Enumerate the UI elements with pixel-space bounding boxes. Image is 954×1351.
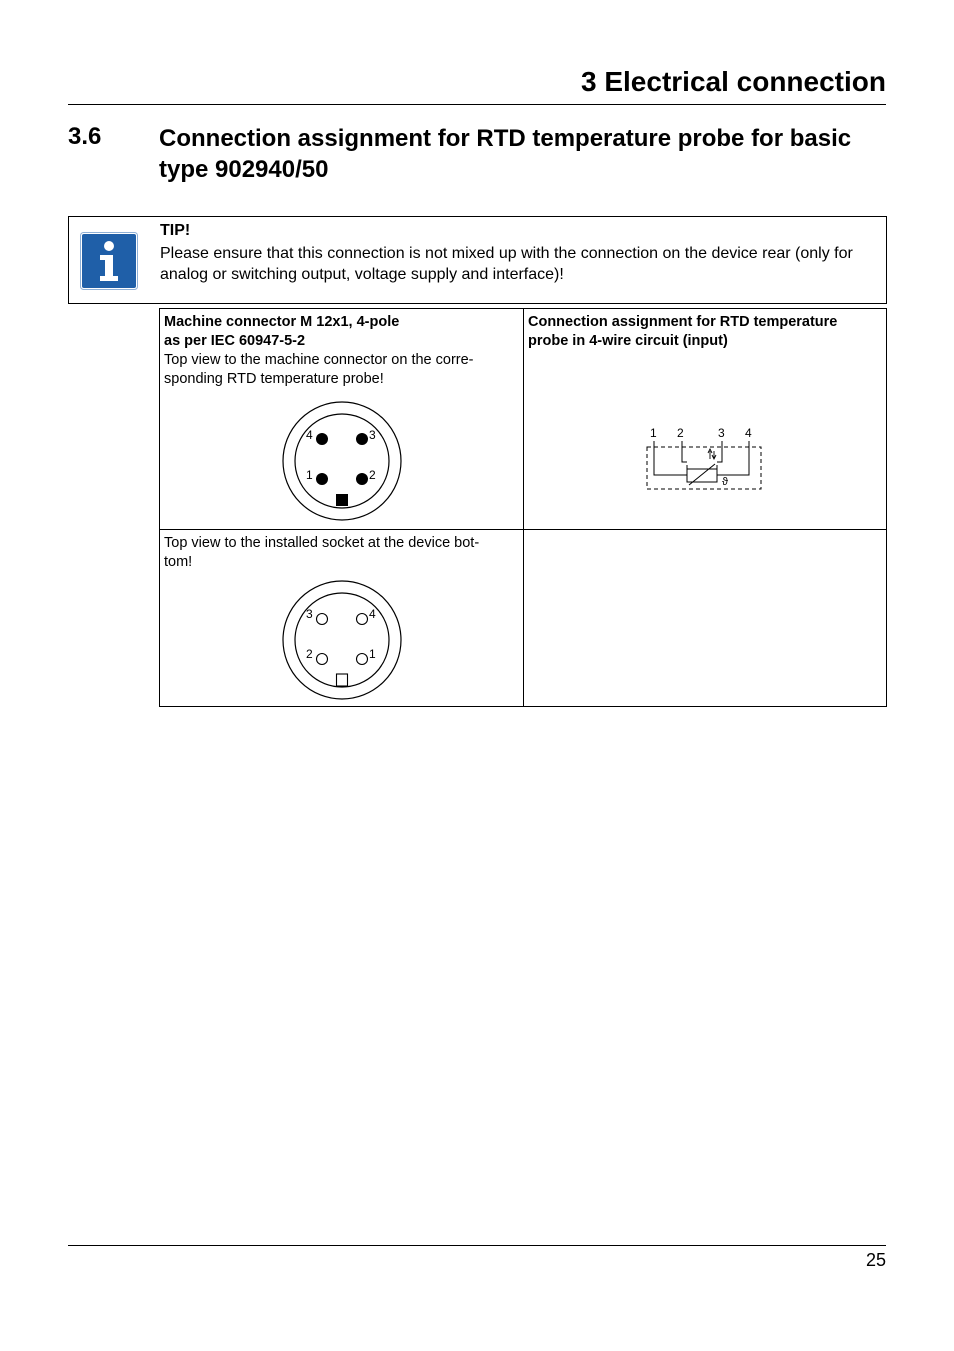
pin-label: 3: [369, 428, 376, 442]
installed-socket-text: [164, 534, 520, 572]
info-icon: [80, 232, 138, 290]
terminal-label: 1: [650, 426, 657, 440]
rtd-assignment-text: [528, 313, 884, 351]
machine-connector-title-2: as per IEC 60947-5-2: [164, 333, 306, 349]
installed-socket-desc-1: Top view to the installed socket at the device bot-: [164, 535, 480, 551]
installed-socket-desc-2: tom!: [164, 554, 193, 570]
machine-connector-desc-2: sponding RTD temperature probe!: [164, 371, 384, 387]
pin-dot: [356, 473, 368, 485]
rtd-title-1: Connection assignment for RTD temperature: [528, 314, 838, 330]
chapter-title: 3 Electrical connection: [581, 66, 886, 97]
section-number: 3.6: [68, 123, 102, 150]
coding-key: [336, 494, 348, 506]
socket-hole: [317, 614, 328, 625]
pin-label: 1: [369, 647, 376, 661]
connection-table: [159, 308, 887, 707]
installed-socket-diagram: [281, 579, 403, 701]
machine-connector-diagram: [281, 400, 403, 522]
terminal-label: 4: [745, 426, 752, 440]
pin-dot: [356, 433, 368, 445]
footer-rule: [68, 1245, 886, 1246]
socket-hole: [317, 654, 328, 665]
pin-dot: [316, 473, 328, 485]
tip-text: Please ensure that this connection is not mixed up with the connection on the device rear (only for analog or switching output, voltage supply and interface)!: [160, 245, 853, 283]
socket-hole: [357, 614, 368, 625]
pin-dot: [316, 433, 328, 445]
rtd-4-wire-diagram: [643, 421, 768, 493]
coding-key: [337, 674, 348, 686]
machine-connector-title-1: Machine connector M 12x1, 4-pole: [164, 314, 400, 330]
socket-hole: [357, 654, 368, 665]
theta-symbol: ϑ: [722, 476, 729, 488]
tip-heading: TIP!: [160, 222, 191, 239]
terminal-label: 2: [677, 426, 684, 440]
section-title: Connection assignment for RTD temperature probe for basic type 902940/50: [159, 125, 852, 183]
table-divider-vertical: [523, 309, 524, 706]
header-rule: [68, 104, 886, 105]
machine-connector-text: [164, 313, 520, 389]
pin-label: 2: [306, 647, 313, 661]
pin-label: 4: [369, 607, 376, 621]
pin-label: 1: [306, 468, 313, 482]
terminal-label: 3: [718, 426, 725, 440]
machine-connector-desc-1: Top view to the machine connector on the corre-: [164, 352, 474, 368]
tip-box: [68, 216, 887, 304]
probe-housing: [647, 447, 761, 489]
pin-label: 3: [306, 607, 313, 621]
pin-label: 2: [369, 468, 376, 482]
page-number: 25: [865, 1250, 886, 1270]
table-divider-horizontal: [160, 529, 886, 530]
rtd-resistor: [687, 469, 717, 482]
rtd-title-2: probe in 4-wire circuit (input): [528, 333, 728, 349]
pin-label: 4: [306, 428, 313, 442]
